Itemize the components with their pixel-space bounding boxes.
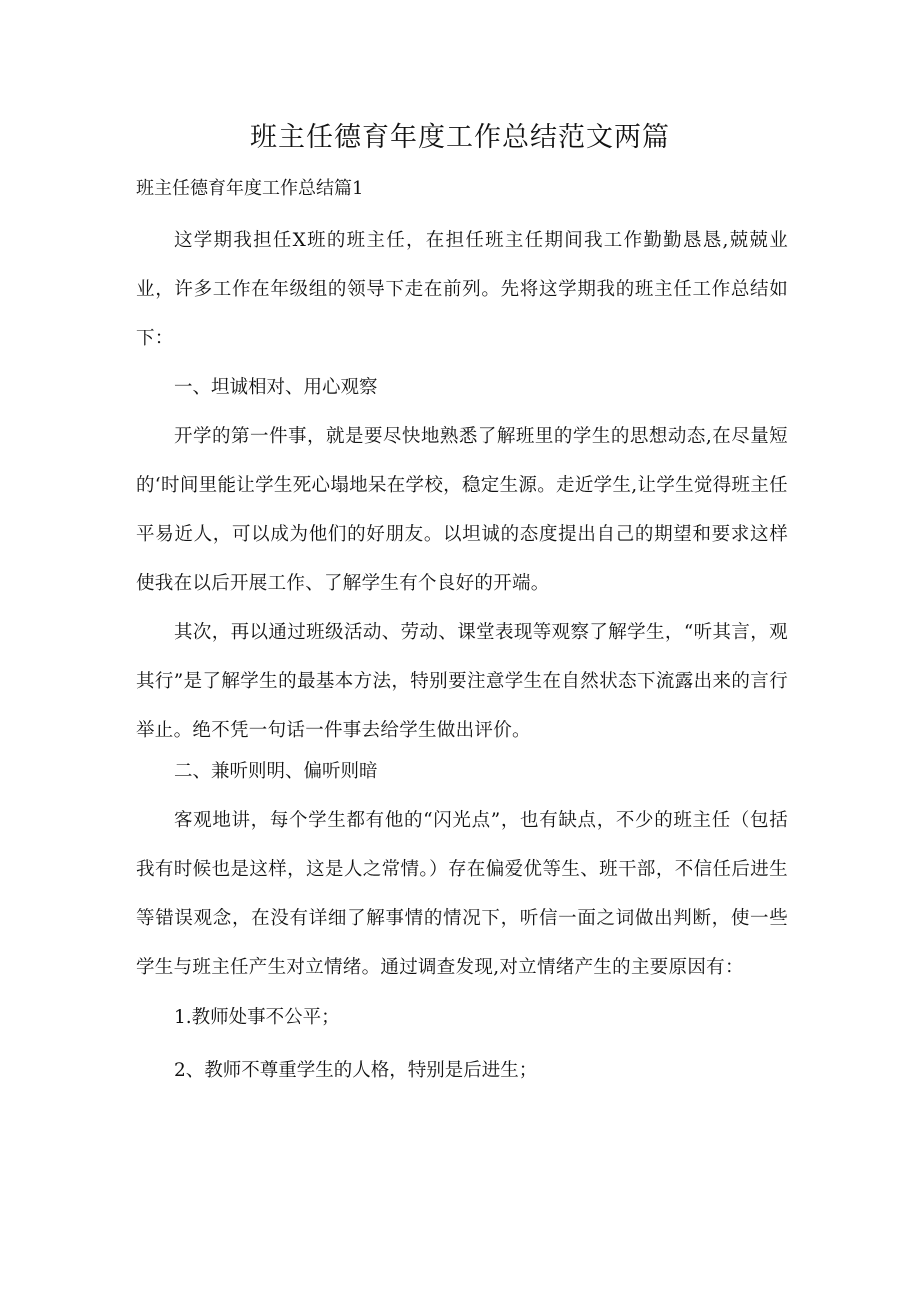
section-2-paragraph-1: 客观地讲，每个学生都有他的“闪光点”，也有缺点，不少的班主任（包括我有时候也是这样，这是人之常情。）存在偏爱优等生、班干部，不信任后进生等错误观念，在没有详细了解事情的情况下，听信一面之词做出判断，使一些学生与班主任产生对立情绪。通过调查发现,对立情绪产生的主要原因有：	[136, 810, 788, 978]
list-item: 2、教师不尊重学生的人格，特别是后进生；	[174, 1060, 538, 1081]
document-subtitle: 班主任德育年度工作总结篇1	[136, 178, 364, 199]
section-1-heading: 一、坦诚相对、用心观察	[174, 377, 378, 398]
section-1-paragraph-2: 其次，再以通过班级活动、劳动、课堂表现等观察了解学生，“听其言，观其行”是了解学生的最基本方法，特别要注意学生在自然状态下流露出来的言行举止。绝不凭一句话一件事去给学生做出评价。	[136, 622, 788, 741]
section-2-heading: 二、兼听则明、偏听则暗	[174, 761, 378, 782]
section-1-paragraph-1: 开学的第一件事，就是要尽快地熟悉了解班里的学生的思想动态,在尽量短的‘时间里能让学生死心塌地呆在学校，稳定生源。走近学生,让学生觉得班主任平易近人，可以成为他们的好朋友。以坦诚的态度提出自己的期望和要求这样使我在以后开展工作、了解学生有个良好的开端。	[136, 426, 788, 594]
intro-paragraph: 这学期我担任X班的班主任，在担任班主任期间我工作勤勤恳恳,兢兢业业，许多工作在年级组的领导下走在前列。先将这学期我的班主任工作总结如下：	[136, 230, 788, 349]
document-title: 班主任德育年度工作总结范文两篇	[250, 122, 670, 153]
list-item: 1.教师处事不公平；	[174, 1007, 340, 1028]
